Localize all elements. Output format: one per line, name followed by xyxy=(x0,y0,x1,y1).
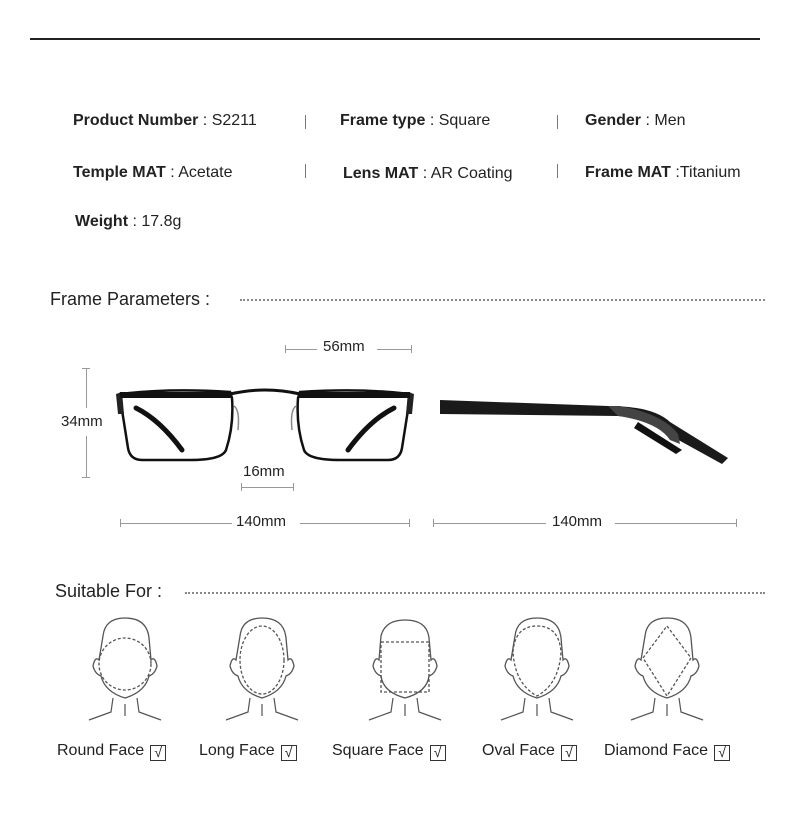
glasses-front-icon xyxy=(110,380,430,470)
spec-gender: Gender : Men xyxy=(585,112,686,129)
spec-separator xyxy=(305,115,306,129)
bridge-width-label: 16mm xyxy=(243,463,285,480)
dimension-tick xyxy=(736,519,737,527)
temple-length-label: 140mm xyxy=(552,513,603,530)
temple-side-icon xyxy=(438,392,733,467)
dimension-line xyxy=(241,487,293,488)
lens-height-label: 34mm xyxy=(61,413,103,430)
dimension-line xyxy=(377,349,412,350)
dimension-tick xyxy=(241,483,242,491)
diamond-face-icon xyxy=(627,612,707,722)
dimension-tick xyxy=(285,345,286,353)
spec-separator xyxy=(557,115,558,129)
check-icon: √ xyxy=(561,745,577,761)
top-divider xyxy=(30,38,760,40)
spec-temple-mat: Temple MAT : Acetate xyxy=(73,164,233,181)
dimension-line xyxy=(86,436,87,478)
check-icon: √ xyxy=(281,745,297,761)
section-dotted-rule xyxy=(240,299,765,301)
face-label-long: Long Face √ xyxy=(199,742,297,760)
face-label-diamond: Diamond Face √ xyxy=(604,742,730,760)
dimension-tick xyxy=(120,519,121,527)
spec-separator xyxy=(557,164,558,178)
face-label-round: Round Face √ xyxy=(57,742,166,760)
dimension-line xyxy=(300,523,409,524)
face-label-square: Square Face √ xyxy=(332,742,446,760)
dimension-line xyxy=(615,523,736,524)
dimension-line xyxy=(433,523,546,524)
dimension-tick xyxy=(409,519,410,527)
spec-frame-mat: Frame MAT :Titanium xyxy=(585,164,741,181)
dimension-tick xyxy=(433,519,434,527)
spec-frame-type: Frame type : Square xyxy=(340,112,491,129)
suitable-for-title: Suitable For : xyxy=(55,581,163,601)
dimension-tick xyxy=(411,345,412,353)
long-face-icon xyxy=(222,612,302,722)
oval-face-icon xyxy=(497,612,577,722)
dimension-line xyxy=(285,349,317,350)
lens-width-label: 56mm xyxy=(323,338,365,355)
spec-separator xyxy=(305,164,306,178)
square-face-icon xyxy=(365,612,445,722)
frame-parameters-title: Frame Parameters : xyxy=(50,289,211,309)
spec-weight: Weight : 17.8g xyxy=(75,213,182,230)
spec-product-number: Product Number : S2211 xyxy=(73,112,257,129)
check-icon: √ xyxy=(430,745,446,761)
dimension-line xyxy=(120,523,232,524)
dimension-line xyxy=(86,368,87,408)
section-dotted-rule xyxy=(185,592,765,594)
check-icon: √ xyxy=(150,745,166,761)
spec-lens-mat: Lens MAT : AR Coating xyxy=(343,165,513,182)
check-icon: √ xyxy=(714,745,730,761)
dimension-tick xyxy=(82,477,90,478)
face-label-oval: Oval Face √ xyxy=(482,742,577,760)
frame-width-label: 140mm xyxy=(236,513,287,530)
dimension-tick xyxy=(293,483,294,491)
round-face-icon xyxy=(85,612,165,722)
